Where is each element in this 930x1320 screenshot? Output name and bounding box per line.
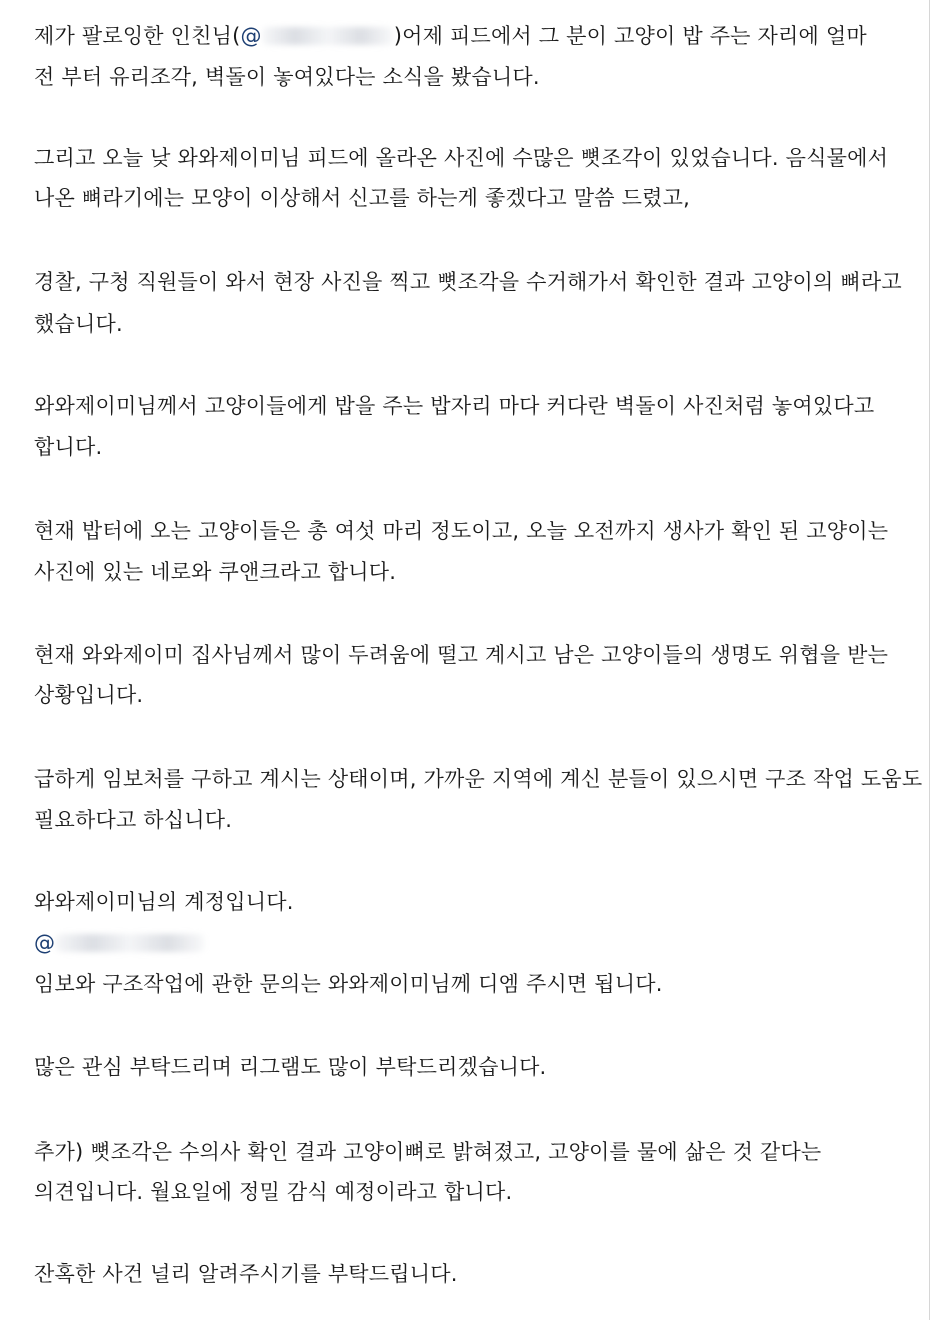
at-symbol: @ <box>34 931 56 955</box>
paragraph-1-line-2: 전 부터 유리조각, 벽돌이 놓여있다는 소식을 봤습니다. <box>34 65 540 89</box>
paragraph-5-line-2: 사진에 있는 네로와 쿠앤크라고 합니다. <box>34 560 397 584</box>
paragraph-9-line-1: 많은 관심 부탁드리며 리그램도 많이 부탁드리겠습니다. <box>34 1055 547 1079</box>
paragraph-8-line-1: 와와제이미님의 계정입니다. <box>34 890 294 914</box>
paragraph-2-line-2: 나온 뼈라기에는 모양이 이상해서 신고를 하는게 좋겠다고 말씀 드렸고, <box>34 186 690 210</box>
paragraph-6-line-2: 상황입니다. <box>34 683 144 707</box>
paragraph-4-line-2: 합니다. <box>34 435 103 459</box>
at-symbol: @ <box>240 24 262 48</box>
paragraph-10-line-1: 추가) 뼛조각은 수의사 확인 결과 고양이뼈로 밝혀졌고, 고양이를 물에 삶은 것 같다는 <box>34 1140 822 1164</box>
paragraph-4-line-1: 와와제이미님께서 고양이들에게 밥을 주는 밥자리 마다 커다란 벽돌이 사진처럼 놓여있다고 <box>34 394 875 418</box>
paragraph-7-line-2: 필요하다고 하십니다. <box>34 808 233 832</box>
paragraph-6-line-1: 현재 와와제이미 집사님께서 많이 두려움에 떨고 계시고 남은 고양이들의 생명도 위협을 받는 <box>34 643 889 667</box>
redacted-handle <box>55 934 205 952</box>
paragraph-2-line-1: 그리고 오늘 낮 와와제이미님 피드에 올라온 사진에 수많은 뼛조각이 있었습니다. 음식물에서 <box>34 146 889 170</box>
paragraph-3-line-1: 경찰, 구청 직원들이 와서 현장 사진을 찍고 뼛조각을 수거해가서 확인한 결과 고양이의 뼈라고 <box>34 270 902 294</box>
text-segment: )어제 피드에서 그 분이 고양이 밥 주는 자리에 얼마 <box>393 24 867 48</box>
account-handle-line <box>34 928 205 958</box>
text-segment: 제가 팔로잉한 인친님( <box>34 24 241 48</box>
paragraph-3-line-2: 했습니다. <box>34 312 123 336</box>
paragraph-11-line-1: 잔혹한 사건 널리 알려주시기를 부탁드립니다. <box>34 1262 458 1286</box>
redacted-handle <box>262 27 394 45</box>
paragraph-1-line-1 <box>34 21 867 51</box>
paragraph-10-line-2: 의견입니다. 월요일에 정밀 감식 예정이라고 합니다. <box>34 1180 513 1204</box>
paragraph-8-line-3: 임보와 구조작업에 관한 문의는 와와제이미님께 디엠 주시면 됩니다. <box>34 972 663 996</box>
paragraph-5-line-1: 현재 밥터에 오는 고양이들은 총 여섯 마리 정도이고, 오늘 오전까지 생사가 확인 된 고양이는 <box>34 519 889 543</box>
paragraph-7-line-1: 급하게 임보처를 구하고 계시는 상태이며, 가까운 지역에 계신 분들이 있으시면 구조 작업 도움도 <box>34 767 923 791</box>
